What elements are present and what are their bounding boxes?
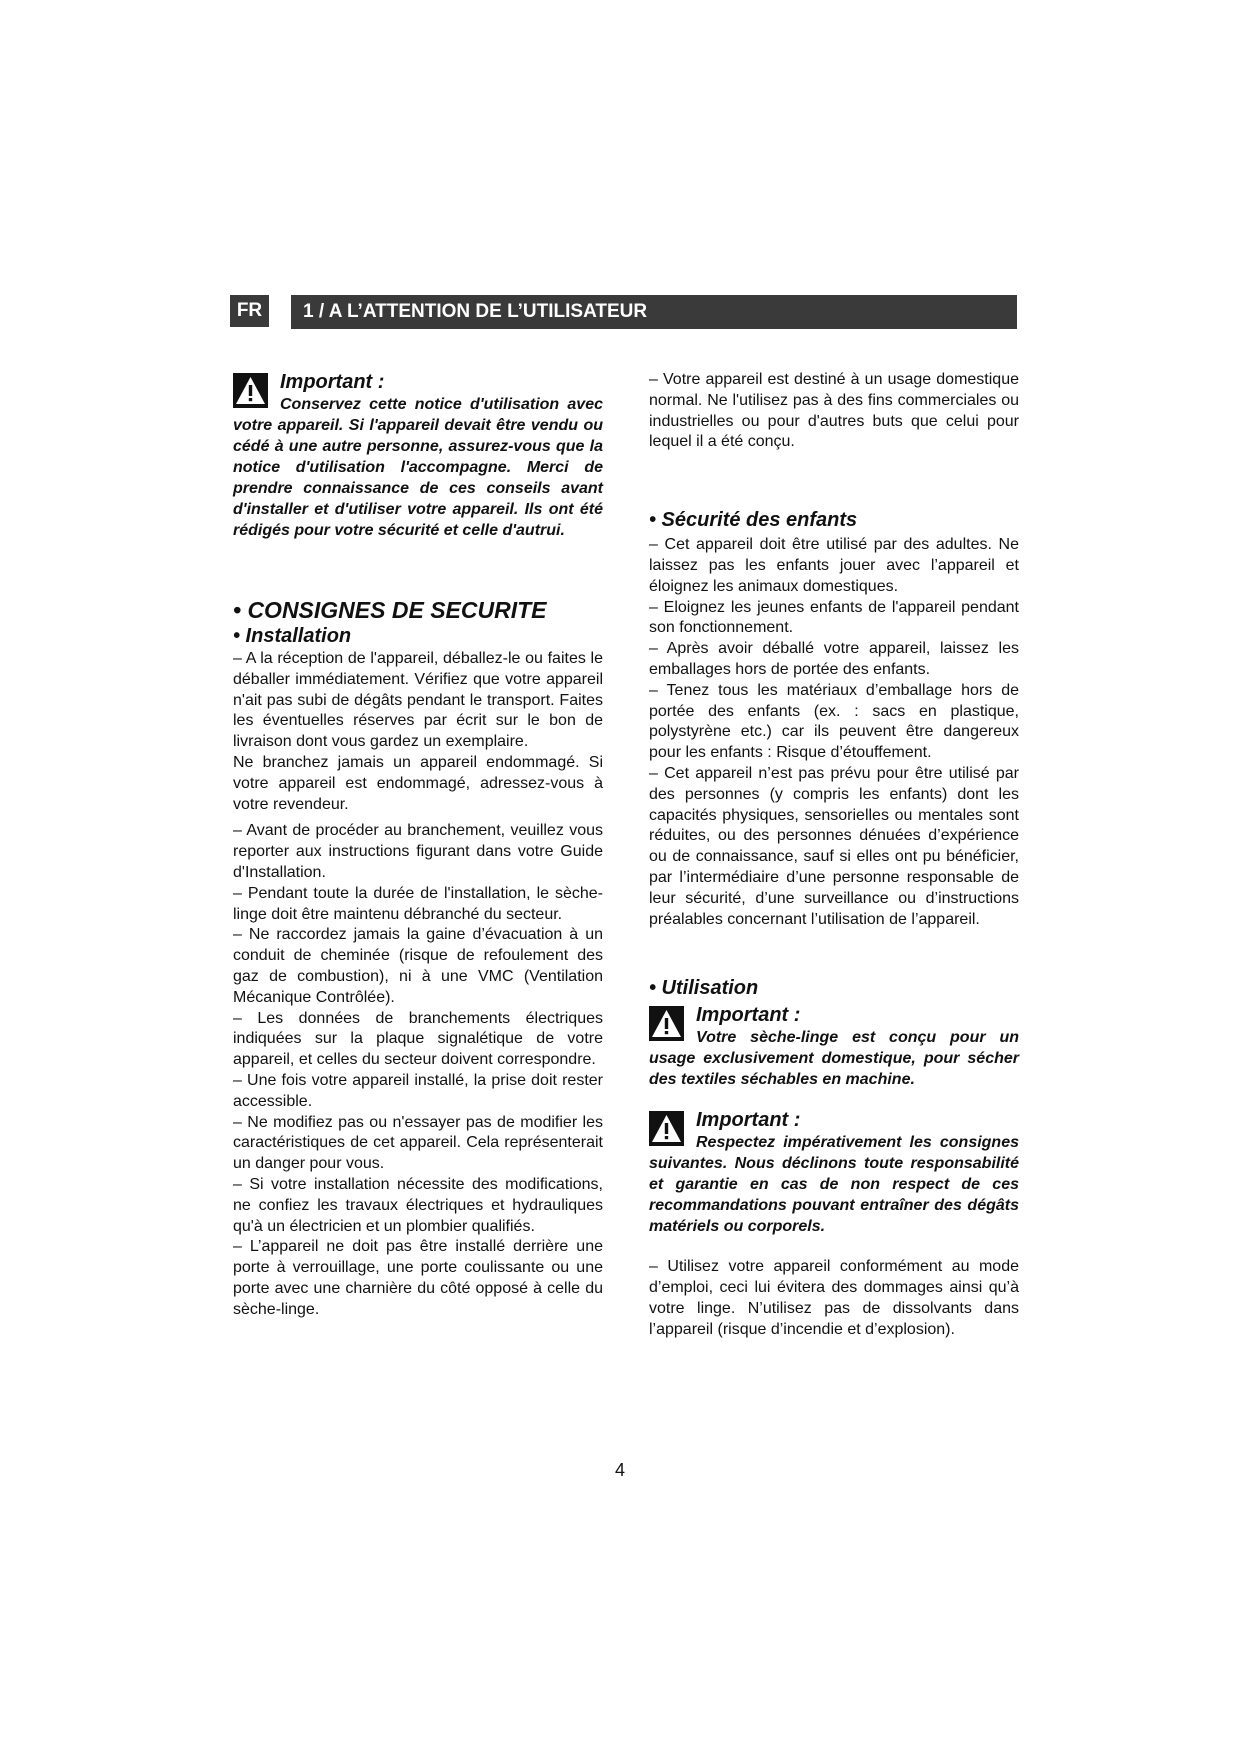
paragraph: – Tenez tous les matériaux d’emballage hors de portée des enfants (ex. : sacs en plastique, polystyrène etc.) car ils peuvent être dangereux pour les enfants : Risque d’étouffement.: [649, 681, 1019, 762]
consignes-heading: • CONSIGNES DE SECURITE: [233, 597, 547, 623]
important-note: [233, 370, 603, 541]
installation-heading: • Installation: [233, 625, 352, 647]
paragraph: – Après avoir déballé votre appareil, laissez les emballages hors de portée des enfants.: [649, 640, 1019, 678]
important-title: Important :: [696, 1004, 801, 1027]
paragraph: – Les données de branchements électriques indiquées sur la plaque signalétique de votre appareil, et celles du secteur doivent correspondre.: [233, 1009, 603, 1069]
final-paragraph: – Utilisez votre appareil conformément au mode d’emploi, ceci lui évitera des dommages ainsi qu’à votre linge. N’utilisez pas de dissolvants dans l’appareil (risque d’incendie et d’explosion).: [649, 1258, 1019, 1338]
paragraph: – Une fois votre appareil installé, la prise doit rester accessible.: [233, 1071, 603, 1110]
paragraph: – Pendant toute la durée de l'installation, le sèche-linge doit être maintenu débranché du secteur.: [233, 884, 603, 923]
important-title: Important :: [696, 1109, 801, 1132]
paragraph: – Cet appareil doit être utilisé par des adultes. Ne laissez pas les enfants jouer avec l’appareil et éloignez les animaux domestiques.: [649, 536, 1019, 595]
page-number: 4: [614, 1460, 625, 1480]
paragraph: Ne branchez jamais un appareil endommagé. Si votre appareil est endommagé, adressez-vous à votre revendeur.: [233, 753, 603, 813]
paragraph: – L’appareil ne doit pas être installé derrière une porte à verrouillage, une porte coulissante ou une porte avec une charnière du côté opposé à celle du sèche-linge.: [233, 1238, 603, 1318]
section-title: 1 / A L’ATTENTION DE L’UTILISATEUR: [291, 295, 1017, 329]
paragraph: – Ne modifiez pas ou n'essayer pas de modifier les caractéristiques de cet appareil. Cela représenterait un danger pour vous.: [233, 1113, 603, 1173]
important-text: Conservez cette notice d'utilisation avec votre appareil. Si l'appareil devait être vendu ou cédé à une autre personne, assurez-vous que la notice d'utilisation l'accompagne. Merci de prendre connaissance de ces conseils avant d'installer et d'utiliser votre appareil. Ils ont été rédigés pour votre sécurité et celle d'autrui.: [233, 396, 603, 539]
important-note: [649, 1003, 1019, 1090]
important-text: Respectez impérativement les consignes suivantes. Nous déclinons toute responsabilité et garantie en cas de non respect de ces recommandations pouvant entraîner des dégâts matériels ou corporels.: [649, 1134, 1019, 1236]
paragraph: – Avant de procéder au branchement, veuillez vous reporter aux instructions figurant dans votre Guide d'Installation.: [233, 822, 603, 881]
important-title: Important :: [280, 371, 385, 393]
important-text: Votre sèche-linge est conçu pour un usage exclusivement domestique, pour sécher des textiles séchables en machine.: [649, 1029, 1019, 1089]
important-note: [649, 1108, 1019, 1237]
warning-icon: [649, 1111, 684, 1146]
utilisation-heading: • Utilisation: [649, 977, 759, 1000]
paragraph: – Ne raccordez jamais la gaine d’évacuation à un conduit de cheminée (risque de refoulement des gaz de combustion), ni à une VMC (Ventilation Mécanique Contrôlée).: [233, 926, 603, 1006]
warning-icon: [233, 373, 268, 408]
paragraph: – A la réception de l'appareil, déballez-le ou faites le déballer immédiatement. Vérifiez que votre appareil n'ait pas subi de dégâts pendant le transport. Faites les éventuelles réserves par écrit sur le bon de livraison dont vous gardez un exemplaire.: [233, 650, 603, 751]
left-column: [233, 370, 603, 1321]
warning-icon: [649, 1006, 684, 1041]
language-badge: FR: [230, 295, 269, 327]
right-column: [649, 370, 1019, 1341]
paragraph: – Eloignez les jeunes enfants de l'appareil pendant son fonctionnement.: [649, 598, 1019, 637]
intro-paragraph: – Votre appareil est destiné à un usage domestique normal. Ne l'utilisez pas à des fins commerciales ou industrielles ou pour d'autres buts que celui pour lequel il a été conçu.: [649, 371, 1019, 451]
paragraph: – Cet appareil n’est pas prévu pour être utilisé par des personnes (y compris les enfants) dont les capacités physiques, sensorielles ou mentales sont réduites, ou des personnes dénuées d’expérience ou de connaissance, sauf si elles ont pu bénéficier, par l’intermédiaire d’une personne responsable de leur sécurité, d’une surveillance ou d’instructions préalables concernant l’utilisation de l’appareil.: [649, 764, 1019, 928]
enfants-heading: • Sécurité des enfants: [649, 509, 858, 532]
paragraph: – Si votre installation nécessite des modifications, ne confiez les travaux électriques et hydrauliques qu'à un électricien et un plombier qualifiés.: [233, 1175, 603, 1235]
